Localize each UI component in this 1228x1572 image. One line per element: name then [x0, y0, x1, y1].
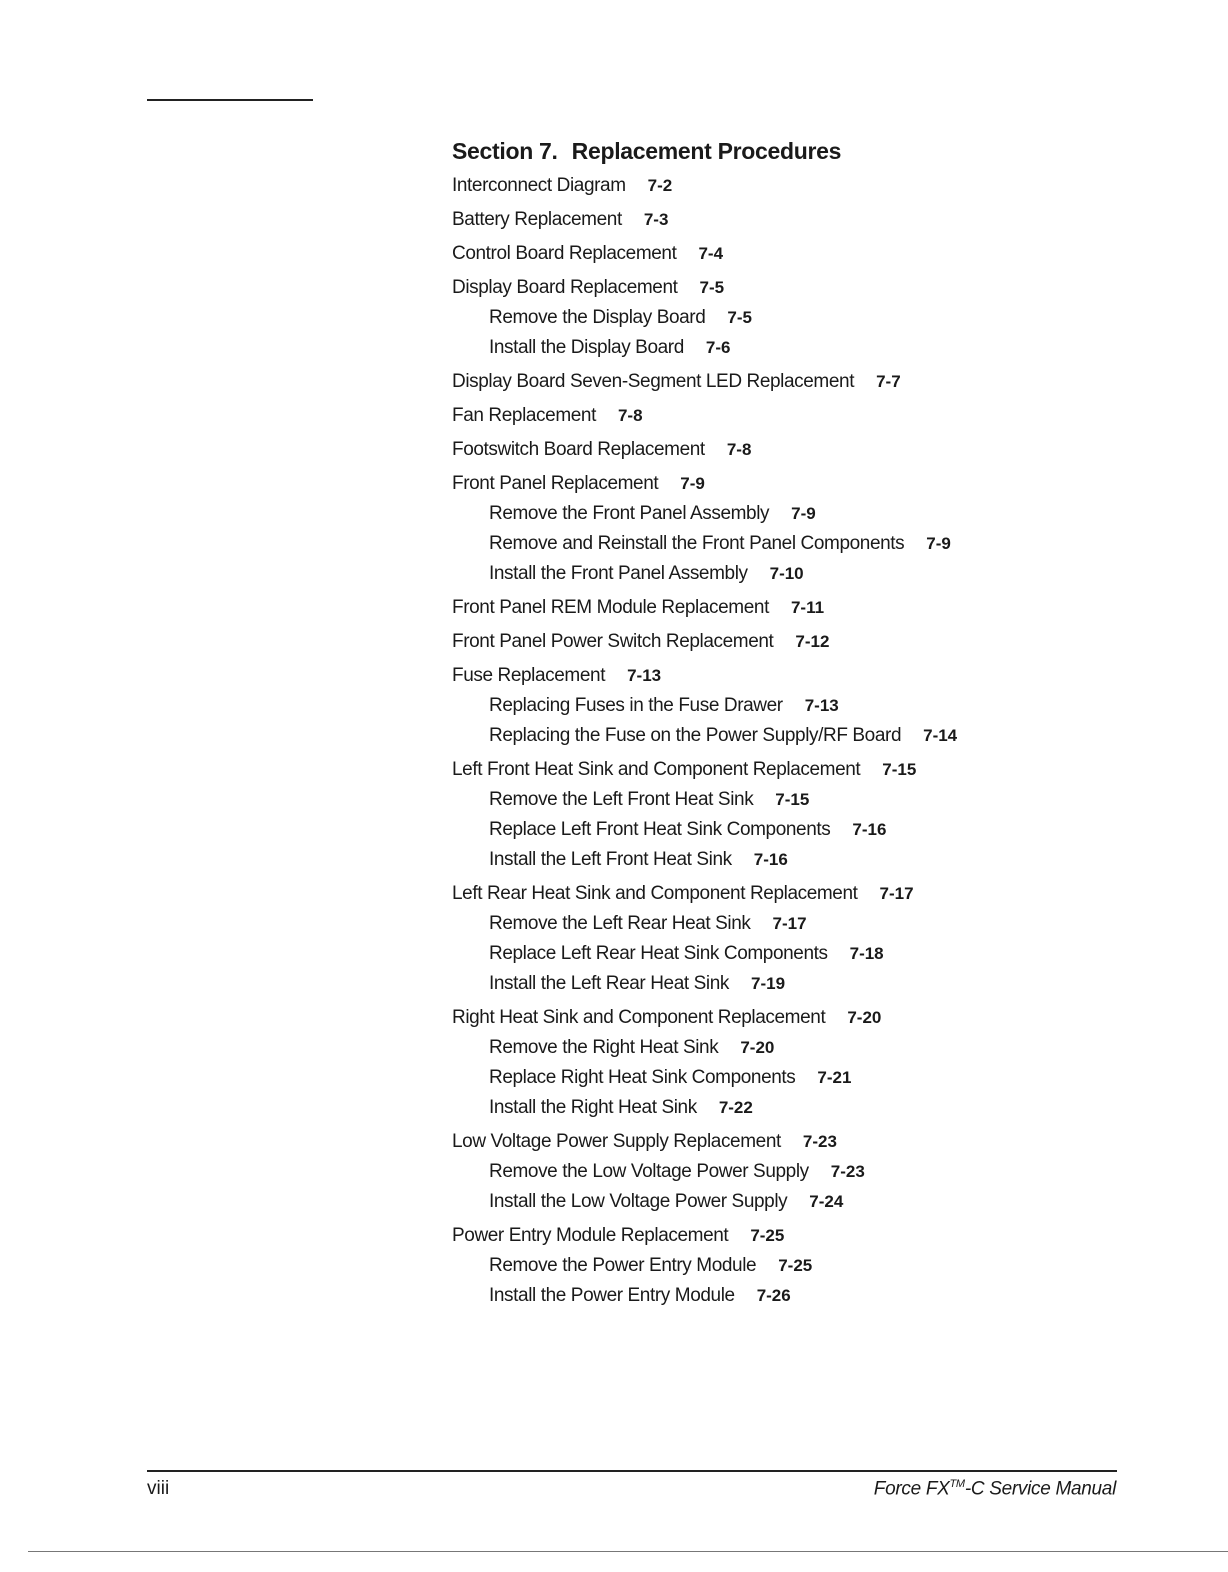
toc-entry-title: Low Voltage Power Supply Replacement — [452, 1131, 781, 1152]
toc-page-number: 7-4 — [698, 244, 724, 263]
toc-entry-title: Front Panel REM Module Replacement — [452, 597, 769, 618]
toc-entries — [452, 174, 1152, 1308]
toc-entry-title: Control Board Replacement — [452, 243, 677, 264]
toc-entry-title: Remove the Left Rear Heat Sink — [489, 913, 751, 934]
scan-edge-line — [28, 1551, 1228, 1552]
footer-page-number: viii — [147, 1478, 170, 1499]
toc-entry-title: Replacing Fuses in the Fuse Drawer — [489, 695, 783, 716]
toc-entry-title: Install the Front Panel Assembly — [489, 563, 748, 584]
section-number: Section 7. — [452, 138, 558, 164]
toc-entry-title: Power Entry Module Replacement — [452, 1225, 729, 1246]
toc-entry[interactable] — [452, 882, 1152, 906]
toc-page-number: 7-24 — [809, 1192, 844, 1211]
toc-entry[interactable] — [452, 242, 1152, 266]
toc-entry-title: Remove the Left Front Heat Sink — [489, 789, 754, 810]
toc-entry-title: Remove and Reinstall the Front Panel Components — [489, 533, 905, 554]
toc-entry[interactable] — [452, 1006, 1152, 1030]
toc-page-number: 7-5 — [727, 308, 752, 327]
toc-subentry[interactable] — [452, 912, 1152, 936]
toc-page-number: 7-13 — [627, 666, 662, 685]
toc-subentry[interactable] — [452, 1096, 1152, 1120]
toc-page-number: 7-8 — [617, 406, 643, 425]
toc-page-number: 7-26 — [756, 1286, 791, 1305]
toc-entry-title: Remove the Front Panel Assembly — [489, 503, 770, 524]
toc-entry[interactable] — [452, 630, 1152, 654]
toc-entry-title: Install the Right Heat Sink — [489, 1097, 697, 1118]
manual-suffix: -C Service Manual — [964, 1478, 1116, 1500]
toc-entry-title: Replace Left Rear Heat Sink Components — [489, 943, 828, 964]
toc-entry-title: Install the Left Front Heat Sink — [489, 849, 732, 870]
toc-page-number: 7-9 — [926, 534, 951, 553]
toc-subentry[interactable] — [452, 1160, 1152, 1184]
toc-entry-title: Install the Left Rear Heat Sink — [489, 973, 730, 994]
toc-page-number: 7-5 — [699, 278, 725, 297]
section-heading — [452, 138, 1152, 165]
toc-page-number: 7-15 — [775, 790, 810, 809]
toc-page-number: 7-11 — [790, 598, 825, 617]
toc-subentry[interactable] — [452, 532, 1152, 556]
toc-page-number: 7-20 — [847, 1008, 882, 1027]
toc-subentry[interactable] — [452, 942, 1152, 966]
toc-entry-title: Right Heat Sink and Component Replacement — [452, 1007, 826, 1028]
toc-page-number: 7-10 — [769, 564, 804, 583]
trademark-mark: TM — [949, 1478, 965, 1490]
toc-entry[interactable] — [452, 664, 1152, 688]
toc-entry[interactable] — [452, 174, 1152, 198]
toc-page-number: 7-2 — [647, 176, 673, 195]
toc-entry-title: Front Panel Replacement — [452, 473, 659, 494]
toc-page-number: 7-20 — [740, 1038, 775, 1057]
toc-entry-title: Install the Low Voltage Power Supply — [489, 1191, 788, 1212]
manual-name: Force FX — [873, 1478, 950, 1500]
toc-page-number: 7-17 — [772, 914, 807, 933]
toc-entry-title: Remove the Power Entry Module — [489, 1255, 757, 1276]
section-title: Replacement Procedures — [571, 138, 842, 164]
toc-entry-title: Interconnect Diagram — [452, 175, 626, 196]
toc-entry[interactable] — [452, 1224, 1152, 1248]
toc-subentry[interactable] — [452, 724, 1152, 748]
toc-subentry[interactable] — [452, 788, 1152, 812]
toc-page-number: 7-9 — [791, 504, 816, 523]
header-rule — [147, 99, 313, 101]
toc-entry[interactable] — [452, 596, 1152, 620]
toc-subentry[interactable] — [452, 972, 1152, 996]
toc-subentry[interactable] — [452, 1066, 1152, 1090]
toc-page-number: 7-6 — [705, 338, 731, 357]
toc-subentry[interactable] — [452, 562, 1152, 586]
footer-rule — [147, 1470, 1117, 1472]
toc-subentry[interactable] — [452, 306, 1152, 330]
toc-subentry[interactable] — [452, 336, 1152, 360]
toc-entry-title: Fuse Replacement — [452, 665, 606, 686]
toc-page-number: 7-23 — [802, 1132, 837, 1151]
toc-entry-title: Battery Replacement — [452, 209, 622, 230]
toc-entry-title: Install the Power Entry Module — [489, 1285, 735, 1306]
toc-entry[interactable] — [452, 208, 1152, 232]
footer-manual-title — [874, 1478, 1116, 1500]
toc-entry[interactable] — [452, 370, 1152, 394]
toc-page-number: 7-16 — [852, 820, 887, 839]
toc-entry[interactable] — [452, 758, 1152, 782]
toc-page-number: 7-7 — [876, 372, 901, 391]
toc-subentry[interactable] — [452, 502, 1152, 526]
toc-entry[interactable] — [452, 404, 1152, 428]
toc-page-number: 7-9 — [680, 474, 705, 493]
toc-subentry[interactable] — [452, 694, 1152, 718]
toc-entry[interactable] — [452, 1130, 1152, 1154]
toc-page-number: 7-22 — [718, 1098, 753, 1117]
toc-page-number: 7-21 — [817, 1068, 852, 1087]
toc-subentry[interactable] — [452, 818, 1152, 842]
toc-entry-title: Left Rear Heat Sink and Component Replacement — [452, 883, 858, 904]
toc-page-number: 7-8 — [726, 440, 752, 459]
toc-page-number: 7-18 — [849, 944, 884, 963]
toc-entry-title: Left Front Heat Sink and Component Replacement — [452, 759, 861, 780]
toc-entry-title: Display Board Replacement — [452, 277, 678, 298]
toc-page-number: 7-14 — [923, 726, 958, 745]
toc-entry-title: Replace Left Front Heat Sink Components — [489, 819, 831, 840]
toc-page-number: 7-12 — [795, 632, 830, 651]
toc-entry-title: Display Board Seven-Segment LED Replacement — [452, 371, 855, 392]
toc-subentry[interactable] — [452, 848, 1152, 872]
toc-entry-title: Remove the Low Voltage Power Supply — [489, 1161, 809, 1182]
toc-entry-title: Replacing the Fuse on the Power Supply/RF Board — [489, 725, 902, 746]
toc-entry-title: Front Panel Power Switch Replacement — [452, 631, 774, 652]
toc-entry-title: Replace Right Heat Sink Components — [489, 1067, 796, 1088]
toc-page-number: 7-23 — [830, 1162, 865, 1181]
toc-page-number: 7-3 — [643, 210, 669, 229]
toc-entry-title: Remove the Right Heat Sink — [489, 1037, 719, 1058]
toc-entry[interactable] — [452, 438, 1152, 462]
toc-subentry[interactable] — [452, 1284, 1152, 1308]
toc-entry-title: Fan Replacement — [452, 405, 596, 426]
toc-entry-title: Remove the Display Board — [489, 307, 706, 328]
toc-page-number: 7-16 — [753, 850, 788, 869]
toc-entry-title: Install the Display Board — [489, 337, 684, 358]
toc-page-number: 7-25 — [778, 1256, 813, 1275]
toc-page-number: 7-19 — [751, 974, 786, 993]
toc-page-number: 7-15 — [882, 760, 917, 779]
toc-entry[interactable] — [452, 472, 1152, 496]
toc-page-number: 7-13 — [804, 696, 839, 715]
toc-entry[interactable] — [452, 276, 1152, 300]
toc-subentry[interactable] — [452, 1036, 1152, 1060]
table-of-contents — [452, 138, 1152, 1308]
toc-entry-title: Footswitch Board Replacement — [452, 439, 705, 460]
toc-page-number: 7-25 — [750, 1226, 785, 1245]
toc-subentry[interactable] — [452, 1190, 1152, 1214]
toc-subentry[interactable] — [452, 1254, 1152, 1278]
toc-page-number: 7-17 — [879, 884, 914, 903]
